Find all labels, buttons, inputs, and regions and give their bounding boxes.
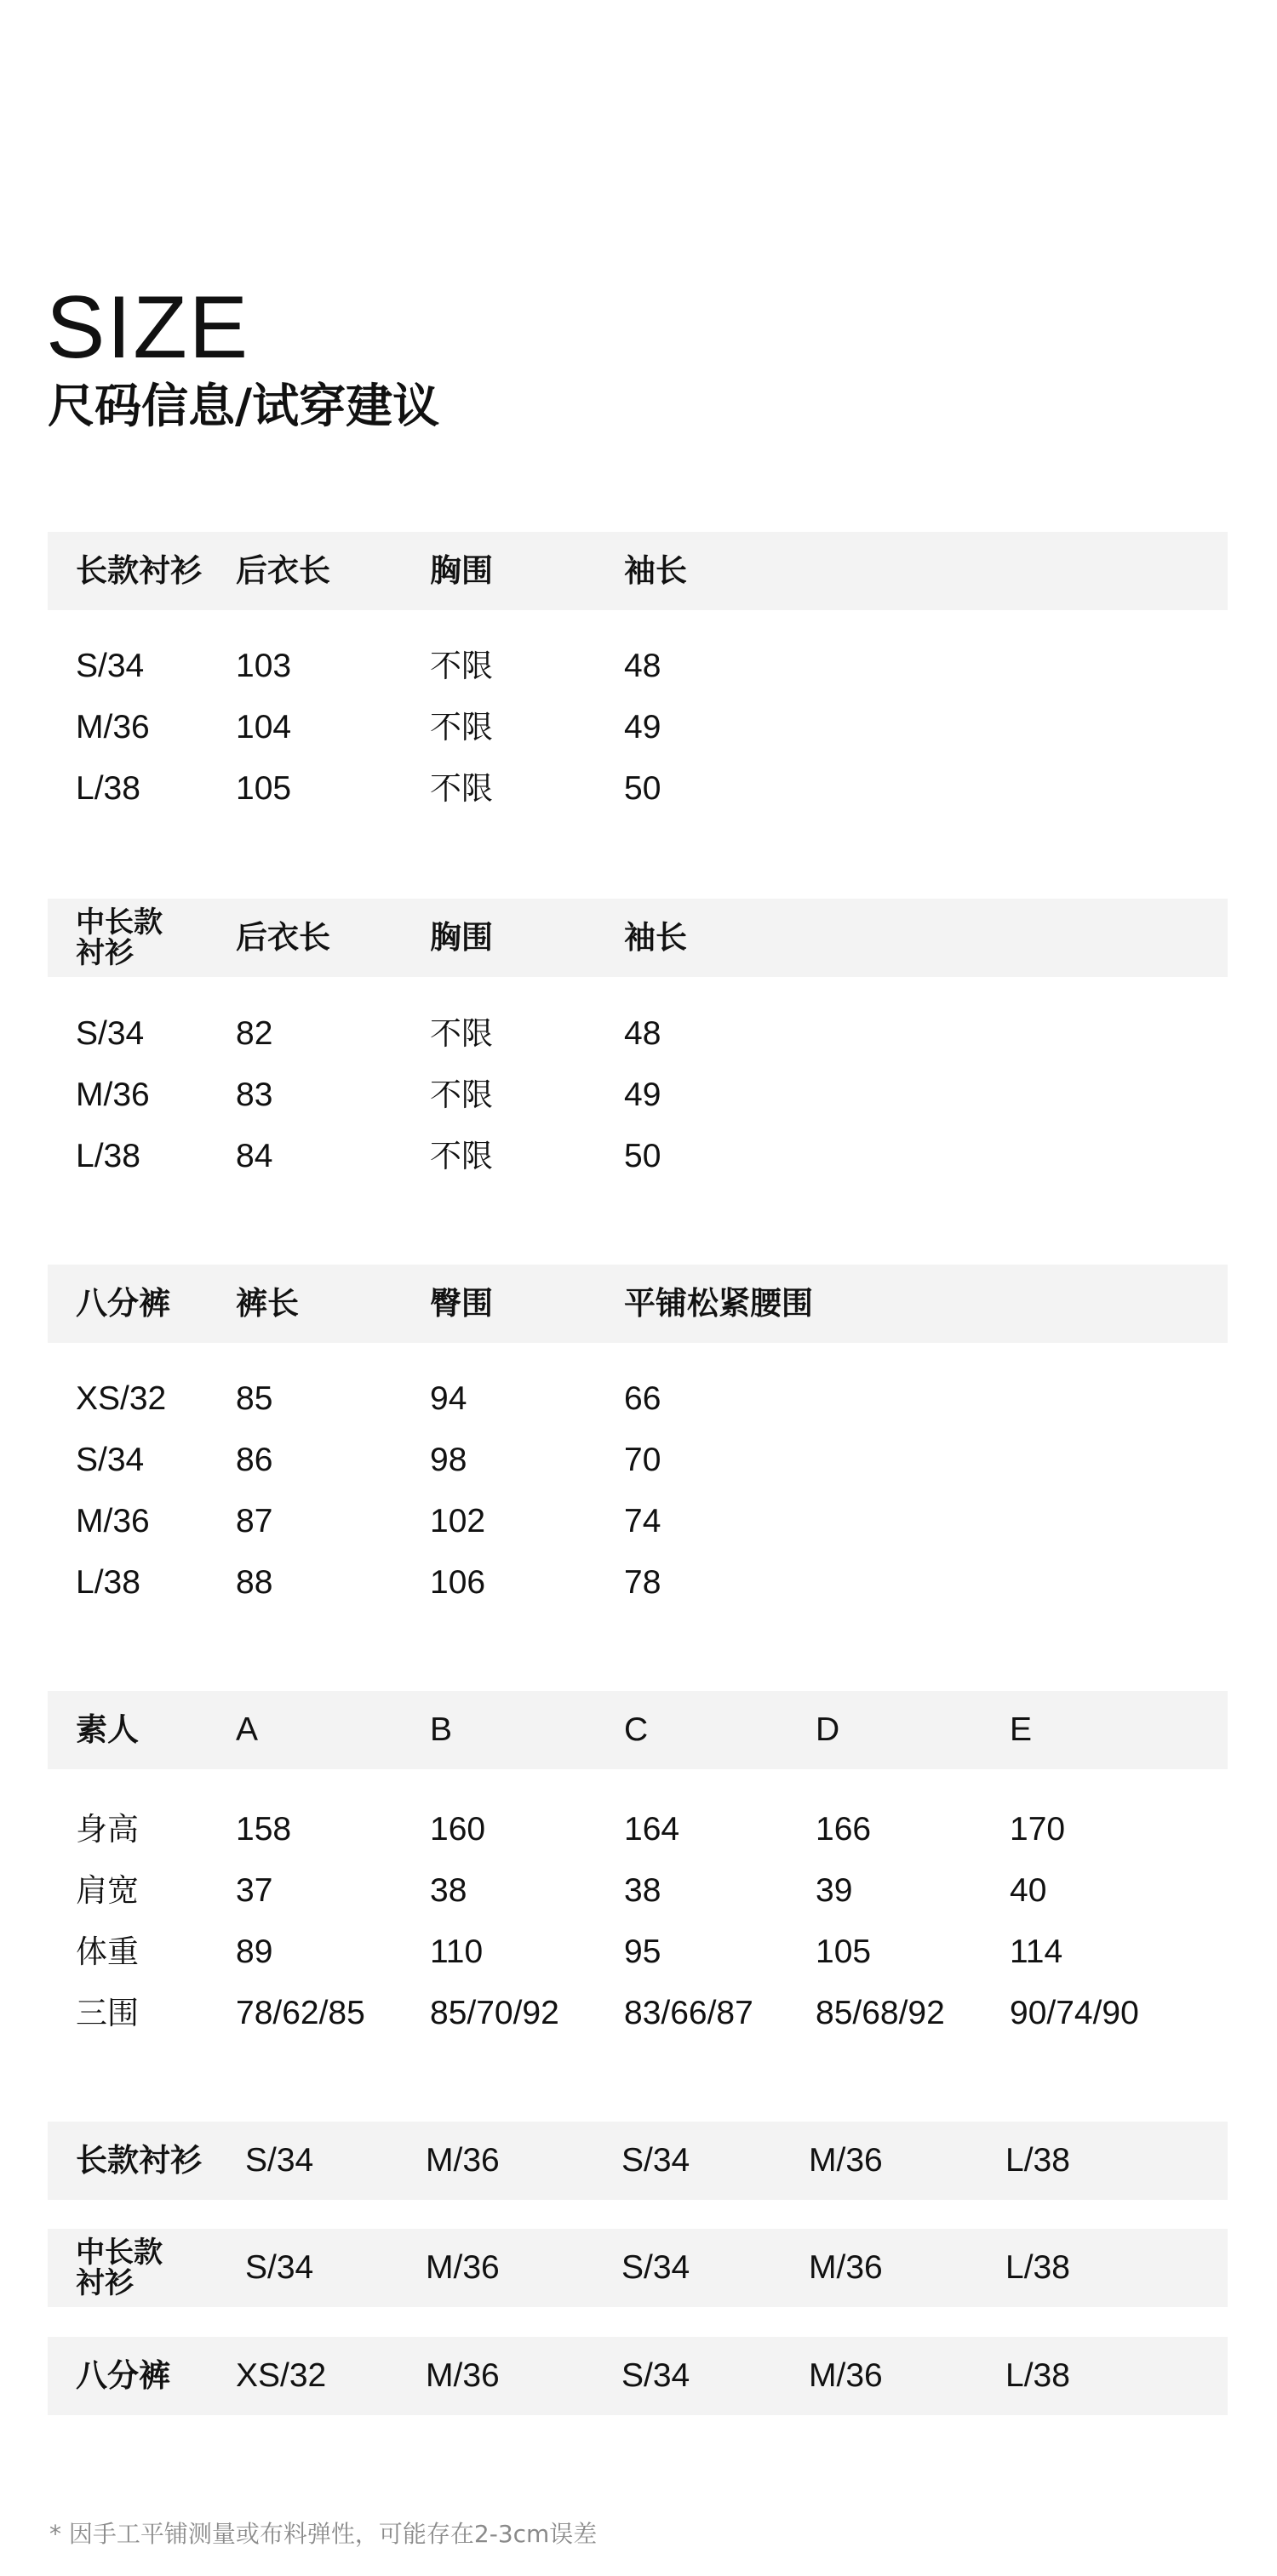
size-cell: S/34 [245, 2142, 314, 2179]
value-cell: 82 [236, 1015, 273, 1052]
value-cell: 不限 [430, 1015, 493, 1052]
size-cell: S/34 [245, 2249, 314, 2286]
row-label: 身高 [76, 1811, 139, 1848]
value-cell: 98 [430, 1442, 467, 1478]
value-cell: 74 [624, 1503, 661, 1539]
value-cell: 86 [236, 1442, 273, 1478]
value-cell: 不限 [430, 770, 493, 807]
size-cell: S/34 [621, 2249, 690, 2286]
row-label: 三围 [76, 1995, 139, 2031]
value-cell: 48 [624, 1015, 661, 1052]
value-cell: 84 [236, 1138, 273, 1174]
value-cell: 39 [816, 1872, 853, 1909]
table-row [0, 1563, 1277, 1606]
table-row [0, 708, 1277, 751]
header-cell: 袖长 [624, 919, 687, 956]
size-cell: S/34 [76, 1015, 145, 1052]
value-cell: 160 [430, 1811, 486, 1848]
value-cell: 88 [236, 1564, 273, 1601]
value-cell: 85/68/92 [816, 1995, 945, 2031]
value-cell: 78/62/85 [236, 1995, 365, 2031]
table-row [0, 1933, 1277, 1975]
value-cell: 不限 [430, 648, 493, 684]
value-cell: 85 [236, 1380, 273, 1417]
size-cell: L/38 [1005, 2249, 1070, 2286]
value-cell: 78 [624, 1564, 661, 1601]
header-cell: 长款衬衫 [76, 552, 202, 589]
table-row [0, 1810, 1277, 1853]
value-cell: 83/66/87 [624, 1995, 753, 2031]
value-cell: 103 [236, 648, 292, 684]
value-cell: 106 [430, 1564, 486, 1601]
table-row [0, 1076, 1277, 1118]
value-cell: 66 [624, 1380, 661, 1417]
header-cell: 胸围 [430, 919, 493, 956]
size-cell: M/36 [76, 709, 150, 745]
header-cell: 素人 [76, 1711, 139, 1748]
value-cell: 105 [816, 1933, 872, 1970]
header-cell: D [816, 1711, 840, 1748]
header-cell: 后衣长 [236, 919, 330, 956]
table-row [0, 1014, 1277, 1057]
size-cell: M/36 [76, 1077, 150, 1113]
page-title-en: SIZE [46, 278, 250, 377]
value-cell: 不限 [430, 709, 493, 745]
table-row [0, 647, 1277, 689]
value-cell: 89 [236, 1933, 273, 1970]
value-cell: 不限 [430, 1077, 493, 1113]
size-cell: S/34 [76, 648, 145, 684]
value-cell: 87 [236, 1503, 273, 1539]
value-cell: 37 [236, 1872, 273, 1909]
size-cell: M/36 [809, 2357, 883, 2394]
page-subtitle: 尺码信息/试穿建议 [48, 379, 440, 433]
header-cell: E [1010, 1711, 1033, 1748]
size-cell: L/38 [1005, 2357, 1070, 2394]
value-cell: 49 [624, 1077, 661, 1113]
value-cell: 166 [816, 1811, 872, 1848]
size-cell: M/36 [426, 2357, 500, 2394]
size-cell: M/36 [426, 2249, 500, 2286]
header-cell: C [624, 1711, 649, 1748]
size-cell: L/38 [1005, 2142, 1070, 2179]
size-cell: S/34 [76, 1442, 145, 1478]
recommend-row-cropped-pants [48, 2337, 1228, 2415]
size-cell: M/36 [809, 2249, 883, 2286]
header-cell: 胸围 [430, 552, 493, 589]
table-header [48, 532, 1228, 610]
value-cell: 114 [1010, 1933, 1063, 1970]
item-label: 中长款衬衫 [76, 2236, 163, 2300]
header-cell: A [236, 1711, 259, 1748]
size-cell: S/34 [621, 2357, 690, 2394]
value-cell: 70 [624, 1442, 661, 1478]
header-cell: 中长款衬衫 [76, 905, 163, 970]
value-cell: 110 [430, 1933, 484, 1970]
value-cell: 95 [624, 1933, 661, 1970]
recommend-row-long-shirt [48, 2122, 1228, 2200]
value-cell: 105 [236, 770, 292, 807]
table-row [0, 1502, 1277, 1545]
value-cell: 38 [430, 1872, 467, 1909]
table-header [48, 899, 1228, 977]
table-header [48, 1691, 1228, 1769]
table-header [48, 1265, 1228, 1343]
value-cell: 50 [624, 770, 661, 807]
item-label: 长款衬衫 [76, 2142, 202, 2179]
value-cell: 50 [624, 1138, 661, 1174]
value-cell: 85/70/92 [430, 1995, 559, 2031]
item-label: 八分裤 [76, 2357, 170, 2394]
header-cell: 裤长 [236, 1285, 299, 1322]
recommend-row-mid-long-shirt [48, 2229, 1228, 2307]
size-cell: L/38 [76, 1138, 140, 1174]
size-cell: M/36 [426, 2142, 500, 2179]
size-cell: S/34 [621, 2142, 690, 2179]
row-label: 体重 [76, 1933, 139, 1970]
table-row [0, 1379, 1277, 1422]
header-cell: B [430, 1711, 453, 1748]
header-cell: 八分裤 [76, 1285, 170, 1322]
value-cell: 170 [1010, 1811, 1066, 1848]
row-label: 肩宽 [76, 1872, 139, 1909]
value-cell: 102 [430, 1503, 486, 1539]
measurement-disclaimer: * 因手工平铺测量或布料弹性，可能存在2-3cm误差 [49, 2520, 598, 2548]
value-cell: 158 [236, 1811, 292, 1848]
value-cell: 49 [624, 709, 661, 745]
size-cell: M/36 [76, 1503, 150, 1539]
value-cell: 94 [430, 1380, 467, 1417]
table-row [0, 1441, 1277, 1483]
value-cell: 83 [236, 1077, 273, 1113]
header-cell: 臀围 [430, 1285, 493, 1322]
header-cell: 平铺松紧腰围 [624, 1285, 813, 1322]
size-cell: XS/32 [236, 2357, 327, 2394]
size-cell: M/36 [809, 2142, 883, 2179]
value-cell: 38 [624, 1872, 661, 1909]
table-row [0, 1137, 1277, 1179]
value-cell: 不限 [430, 1138, 493, 1174]
table-row [0, 1871, 1277, 1914]
table-row [0, 1994, 1277, 2036]
value-cell: 164 [624, 1811, 680, 1848]
size-cell: XS/32 [76, 1380, 167, 1417]
header-cell: 后衣长 [236, 552, 330, 589]
size-cell: L/38 [76, 1564, 140, 1601]
value-cell: 90/74/90 [1010, 1995, 1139, 2031]
value-cell: 104 [236, 709, 292, 745]
value-cell: 40 [1010, 1872, 1047, 1909]
value-cell: 48 [624, 648, 661, 684]
size-cell: L/38 [76, 770, 140, 807]
header-cell: 袖长 [624, 552, 687, 589]
table-row [0, 769, 1277, 812]
